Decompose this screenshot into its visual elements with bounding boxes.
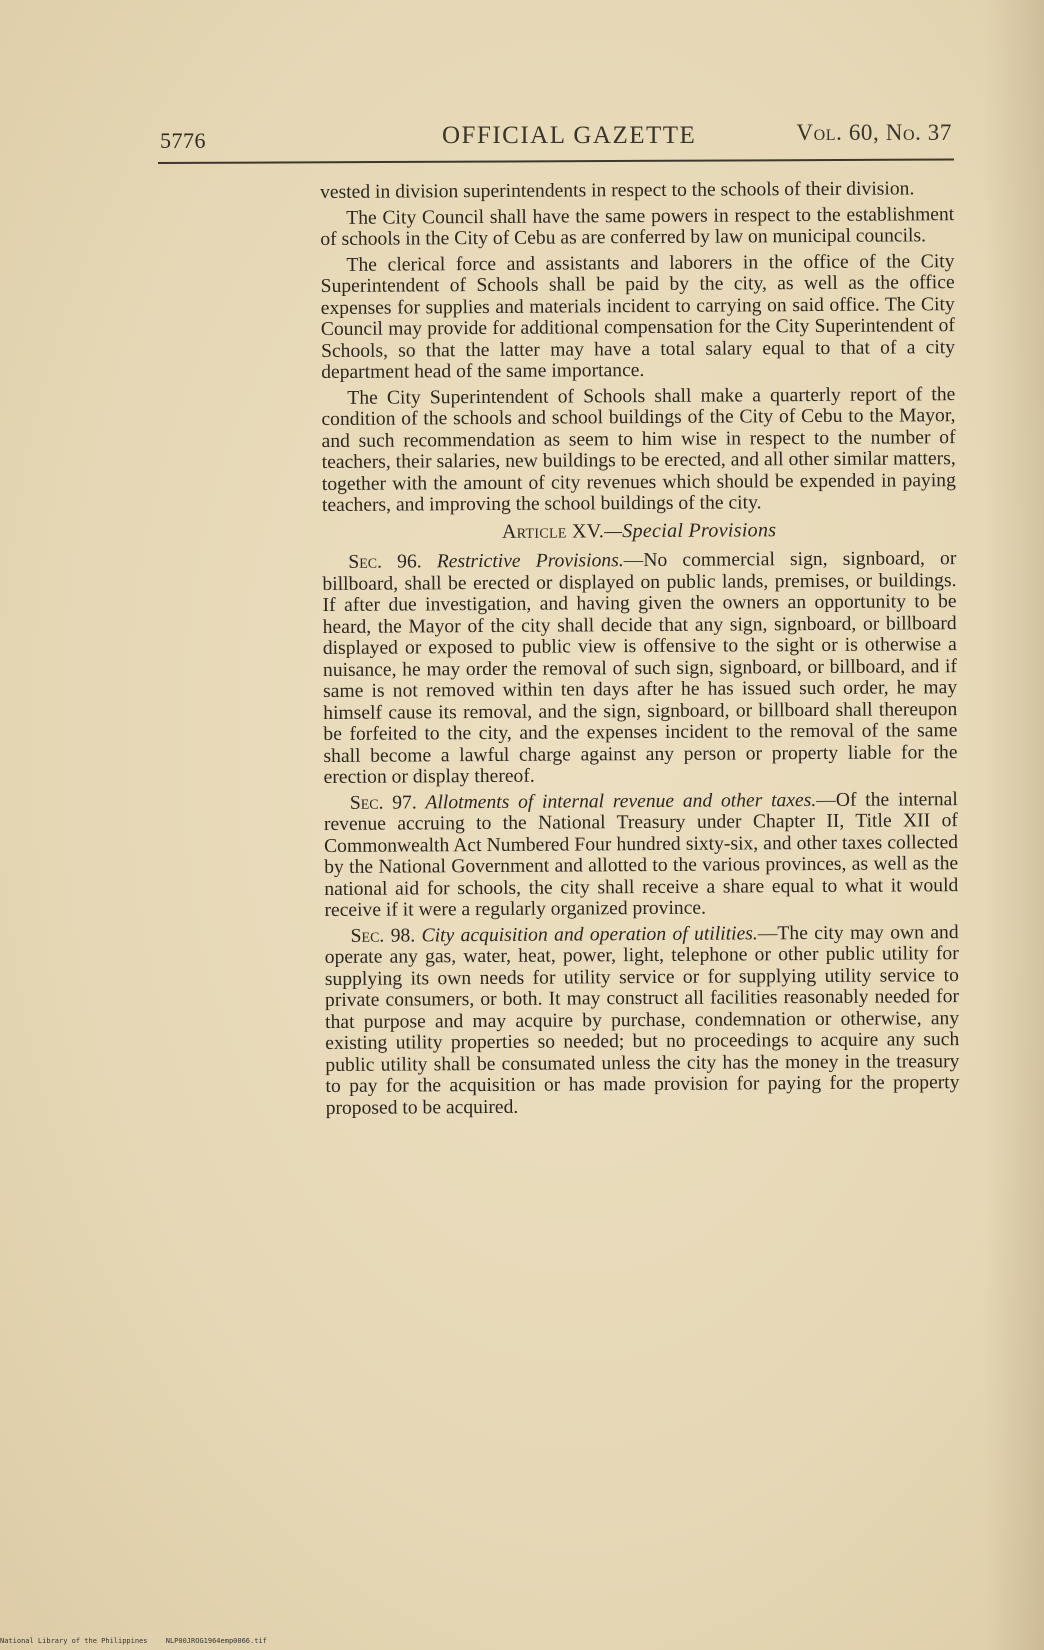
article-label: Article XV. [501,519,605,543]
section-98-text: —The city may own and operate any gas, water, heat, power, light, telephone or other public utility for supplying its own needs for utility service or for supplying utility service to private consumers, or both. It may construct all facilities reasonably needed for that purpose and may acquire by purchase, condemnation or otherwise, any existing utility properties so needed; but no proceedings to acquire any such public utility shall be consumated unless the city has the money in the treasury to pay for the acquisition or has made provision for paying for the property proposed to be acquired. [324,921,960,1119]
gazette-title: OFFICIAL GAZETTE [442,122,697,149]
footer-file: NLP00JROG1964emp0066.tif [165,1637,267,1645]
section-97 [324,789,959,922]
page-number: 5776 [160,128,206,153]
section-97-text: —Of the internal revenue accruing to the National Treasury under Chapter II, Title XII of Commonwealth Act Numbered Four hundred sixty-six, and other taxes collected by the National Government and allotted to the various provinces, as well as the national aid for schools, the city shall receive a share equal to what it would receive if it were a regularly organized province. [323,788,959,921]
page-edge-shadow [984,0,1044,1650]
section-97-label: Sec. 97. [349,791,417,814]
footer-library: National Library of the Philippines [0,1637,148,1645]
article-title: —Special Provisions [604,518,777,542]
paragraph-clerical-force: The clerical force and assistants and laborers in the office of the City Superintendent of Schools shall be paid by the city, as well as the office expenses for supplies and materials incident to carrying on said office. The City Council may provide for additional compensation for the City Superintendent of Schools, so that the latter may have a total salary equal to that of a city department head of the same importance. [320,250,956,383]
section-98 [325,922,960,1119]
section-98-title: City acquisition and operation of utilities. [421,922,758,946]
article-heading [322,519,956,544]
section-96 [322,548,957,788]
section-96-title: Restrictive Provisions. [436,550,624,573]
section-96-label: Sec. 96. [348,551,422,573]
section-96-text: —No commercial sign, signboard, or billboard, shall be erected or displayed on public lands, premises, or buildings. If after due investigation, and having given the owners an opportunity to be heard, the Mayor of the city shall decide that any sign, signboard, or billboard displayed or exposed to public view is offensive to the sight or is otherwise a nuisance, he may order the removal of such sign, signboard, or billboard, and if same is not removed within ten days after he has issued such order, he may himself cause its removal, and the sign, signboard, or billboard shall thereupon be forfeited to the city, and the expenses incident to the removal of the same shall become a lawful charge against any person or property liable for the erection or display thereof. [322,548,958,788]
paragraph-city-council: The City Council shall have the same powers in respect to the establishment of schools in the City of Cebu as are conferred by law on municipal councils. [320,203,955,250]
volume-info: Vol. 60, No. 37 [796,120,952,145]
header-rule [158,159,954,164]
paragraph-quarterly-report: The City Superintendent of Schools shall make a quarterly report of the condition of the schools and school buildings of the City of Cebu to the Mayor, and such recommendation as seem to him wise in respect to the number of teachers, their salaries, new buildings to be erected, and all other similar matters, together with the amount of city revenues which should be expended in paying teachers, and improving the school buildings of the city. [321,383,956,516]
section-97-title: Allotments of internal revenue and other taxes. [425,789,817,813]
page-header [160,118,952,158]
scan-footer [0,1637,281,1645]
paragraph-continuation: vested in division superintendents in respect to the schools of their division. [320,178,915,203]
document-body [320,178,960,1123]
section-98-label: Sec. 98. [350,924,416,947]
